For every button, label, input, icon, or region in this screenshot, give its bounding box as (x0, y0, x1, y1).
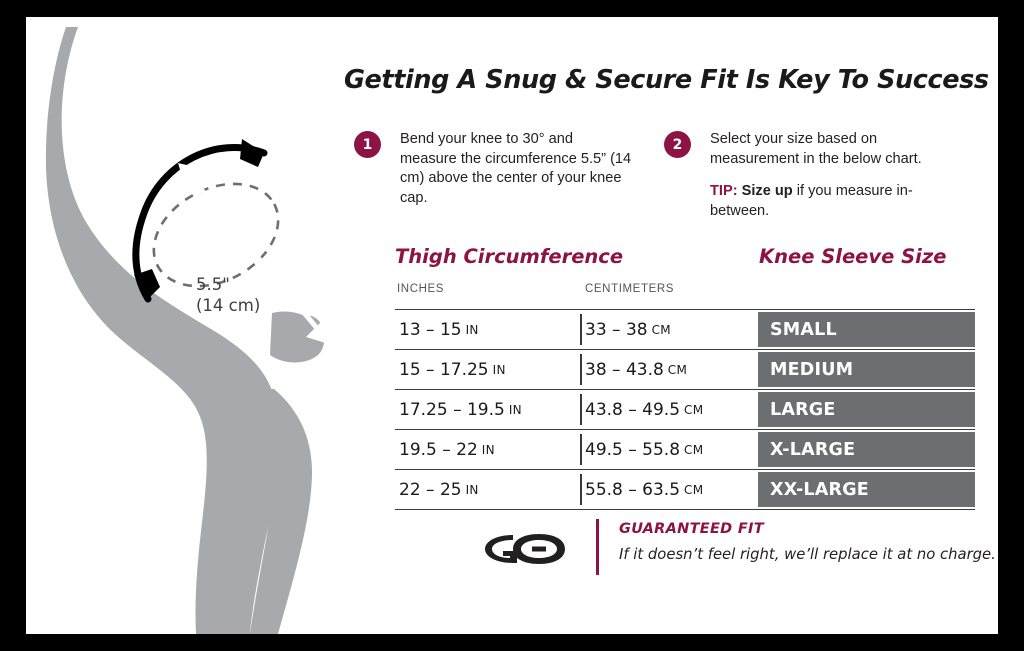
cell-centimeters (585, 310, 745, 349)
table-row (395, 349, 975, 389)
cell-inches (399, 350, 579, 389)
row-divider (580, 474, 582, 505)
row-divider (580, 434, 582, 465)
go-logo-icon (477, 529, 565, 569)
cell-size: MEDIUM (758, 352, 975, 387)
cell-inches-unit: IN (492, 362, 506, 377)
step-2 (672, 130, 940, 222)
cell-inches-value: 13 – 15 (399, 319, 462, 340)
page-title: Getting A Snug & Secure Fit Is Key To Success (344, 65, 989, 95)
table-title-thigh: Thigh Circumference (395, 245, 624, 268)
table-row (395, 309, 975, 349)
step-1 (362, 130, 632, 209)
row-divider (580, 394, 582, 425)
cell-inches (399, 430, 579, 469)
cell-cm-value: 55.8 – 63.5 (585, 479, 681, 500)
cell-inches-value: 19.5 – 22 (399, 439, 478, 460)
cell-inches-unit: IN (508, 402, 522, 417)
cell-centimeters (585, 470, 745, 509)
cell-cm-unit: CM (651, 322, 671, 337)
cell-size: LARGE (758, 392, 975, 427)
step-2-text: Select your size based on measurement in the below chart. (710, 131, 922, 167)
table-title-size: Knee Sleeve Size (759, 245, 947, 268)
cell-cm-unit: CM (684, 482, 704, 497)
cell-inches (399, 470, 579, 509)
cell-cm-unit: CM (684, 402, 704, 417)
subheader-centimeters: CENTIMETERS (585, 283, 675, 295)
table-titles (395, 245, 975, 283)
row-divider (580, 354, 582, 385)
subheader-inches: INCHES (397, 283, 445, 295)
guarantee-text: If it doesn’t feel right, we’ll replace it at no charge. (619, 546, 996, 563)
table-row (395, 429, 975, 469)
cell-inches-unit: IN (465, 322, 479, 337)
measurement-label (196, 275, 260, 316)
measurement-cm: (14 cm) (196, 295, 261, 315)
cell-cm-unit: CM (684, 442, 704, 457)
cell-cm-value: 43.8 – 49.5 (585, 399, 681, 420)
size-chart-card (26, 17, 998, 634)
tip-label: TIP: (710, 183, 738, 200)
cell-cm-value: 38 – 43.8 (585, 359, 664, 380)
cell-centimeters (585, 390, 745, 429)
cell-inches-value: 22 – 25 (399, 479, 462, 500)
cell-inches-value: 17.25 – 19.5 (399, 399, 505, 420)
content-panel (344, 17, 998, 634)
tip-rest-text: if you measure in-between. (710, 183, 913, 220)
cell-inches-unit: IN (465, 482, 479, 497)
table-row (395, 469, 975, 510)
step-1-badge: 1 (354, 131, 381, 158)
measurement-inches: 5.5" (196, 275, 230, 294)
cell-centimeters (585, 430, 745, 469)
cell-inches (399, 390, 579, 429)
cell-cm-value: 33 – 38 (585, 319, 648, 340)
cell-size: X-LARGE (758, 432, 975, 467)
footer-divider (596, 519, 599, 575)
cell-cm-unit: CM (667, 362, 688, 377)
cell-size: XX-LARGE (758, 472, 975, 507)
cell-inches (399, 310, 579, 349)
size-chart-table (395, 245, 975, 510)
step-2-badge: 2 (664, 131, 691, 158)
tip-bold-text: Size up (741, 183, 793, 200)
footer (477, 517, 996, 587)
leg-illustration (26, 17, 356, 634)
row-divider (580, 314, 582, 345)
cell-inches-unit: IN (481, 442, 495, 457)
table-subheaders (395, 283, 975, 309)
cell-size: SMALL (758, 312, 975, 347)
step-2-tip (710, 182, 940, 221)
cell-cm-value: 49.5 – 55.8 (585, 439, 681, 460)
guarantee-title: GUARANTEED FIT (619, 521, 764, 537)
step-1-text: Bend your knee to 30° and measure the circumference 5.5” (14 cm) above the center of your knee cap. (400, 131, 632, 207)
cell-inches-value: 15 – 17.25 (399, 359, 489, 380)
table-row (395, 389, 975, 429)
cell-centimeters (585, 350, 745, 389)
